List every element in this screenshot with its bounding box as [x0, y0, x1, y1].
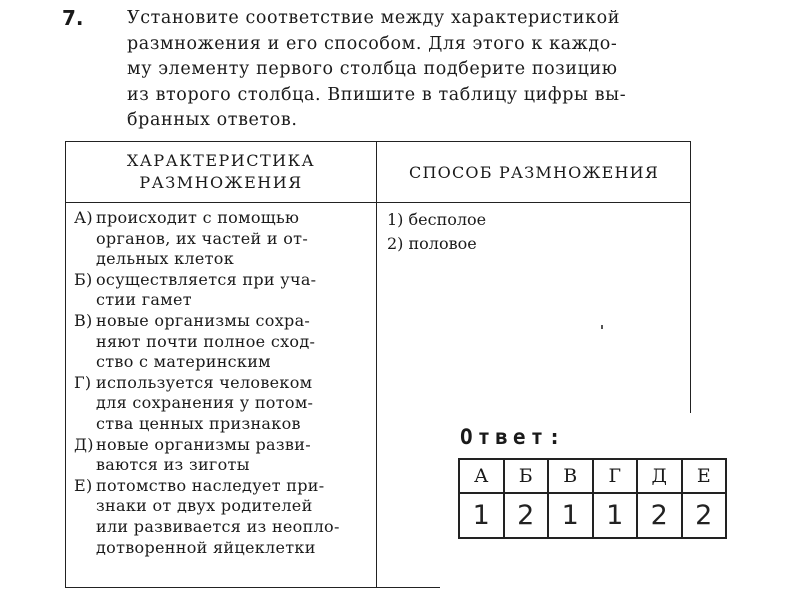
answer-panel — [440, 413, 752, 593]
method-item-asexual: 1) бесполое — [387, 210, 487, 229]
column-divider — [376, 142, 377, 587]
answer-values-row — [459, 493, 726, 538]
characteristic-item-v — [74, 311, 370, 373]
item-line: знаки от двух родителей — [96, 496, 313, 516]
item-marker: Г) — [74, 372, 92, 392]
characteristic-item-g — [74, 373, 370, 435]
characteristic-item-e — [74, 476, 370, 558]
task-number: 7. — [62, 6, 84, 30]
header-line: РАЗМНОЖЕНИЯ — [139, 173, 303, 192]
item-marker: В) — [74, 310, 93, 330]
task-instructions — [127, 6, 707, 134]
task-line: Установите соответствие между характеристикой — [127, 8, 621, 28]
answer-value-cell[interactable]: 1 — [459, 493, 504, 538]
item-marker: Д) — [74, 434, 94, 454]
task-line: бранных ответов. — [127, 110, 298, 130]
answer-letter-cell: В — [548, 459, 593, 493]
item-line: используется человеком — [96, 372, 313, 392]
answer-letters-row — [459, 459, 726, 493]
characteristic-item-d — [74, 435, 370, 476]
method-item-sexual: 2) половое — [387, 234, 477, 253]
item-line: или развивается из неопло- — [96, 516, 340, 536]
item-line: новые организмы сохра- — [96, 310, 311, 330]
answer-value-cell[interactable]: 2 — [637, 493, 682, 538]
answer-value-cell[interactable]: 2 — [504, 493, 549, 538]
answer-letter-cell: Б — [504, 459, 549, 493]
item-marker: Б) — [74, 269, 93, 289]
header-line: ХАРАКТЕРИСТИКА — [126, 151, 316, 170]
header-divider — [66, 202, 690, 203]
task-line: му элементу первого столбца подберите позицию — [127, 59, 618, 79]
methods-column-header: СПОСОБ РАЗМНОЖЕНИЯ — [409, 162, 659, 182]
answer-letter-cell: Д — [637, 459, 682, 493]
item-marker: Е) — [74, 475, 93, 495]
item-line: осуществляется при уча- — [96, 269, 317, 289]
task-line: размножения и его способом. Для этого к каждо- — [127, 33, 618, 54]
answer-value-cell[interactable]: 2 — [682, 493, 727, 538]
characteristic-item-b — [74, 270, 370, 311]
answer-grid — [458, 458, 727, 539]
item-line: новые организмы разви- — [96, 434, 311, 454]
item-line: происходит с помощью — [96, 208, 300, 227]
item-line: няют почти полное сход- — [96, 331, 316, 351]
item-line: ваются из зиготы — [96, 455, 250, 475]
item-line: стии гамет — [96, 290, 192, 310]
item-marker: А) — [74, 208, 93, 227]
methods-list — [387, 208, 486, 256]
characteristics-column-header — [66, 142, 376, 202]
item-line: потомство наследует при- — [96, 475, 325, 495]
answer-value-cell[interactable]: 1 — [548, 493, 593, 538]
answer-letter-cell: А — [459, 459, 504, 493]
item-line: ство с материнским — [96, 352, 271, 372]
answer-value-cell[interactable]: 1 — [593, 493, 638, 538]
characteristic-item-a — [74, 208, 370, 270]
task-line: из второго столбца. Впишите в таблицу цифры вы- — [127, 84, 627, 105]
scan-speck — [601, 325, 603, 329]
item-line: для сохранения у потом- — [96, 393, 314, 413]
item-line: дотворенной яйцеклетки — [96, 537, 316, 557]
characteristics-list — [74, 208, 370, 558]
item-line: дельных клеток — [96, 249, 235, 269]
answer-letter-cell: Е — [682, 459, 727, 493]
answer-label: Ответ: — [460, 425, 566, 449]
item-line: органов, их частей и от- — [96, 228, 309, 248]
item-line: ства ценных признаков — [96, 413, 301, 433]
answer-letter-cell: Г — [593, 459, 638, 493]
